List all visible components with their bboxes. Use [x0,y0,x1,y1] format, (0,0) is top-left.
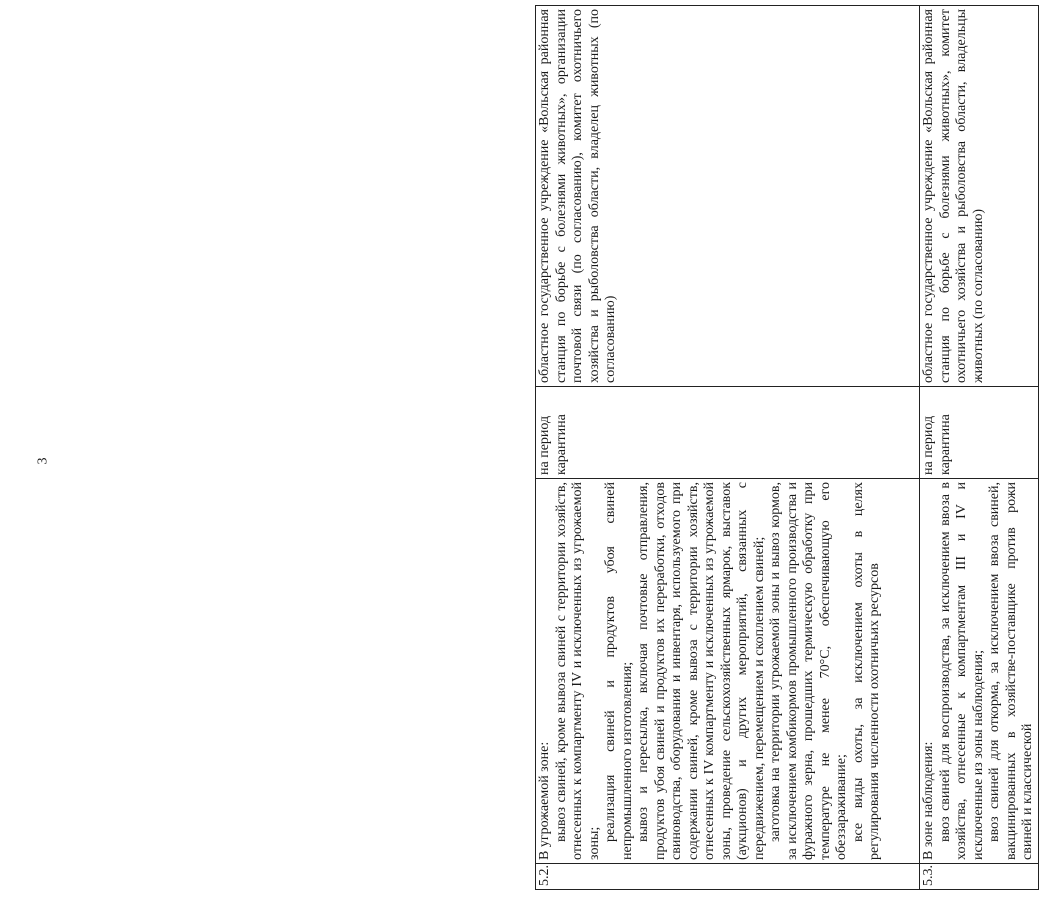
measures-table [535,5,1039,890]
responsible-cell: областное государственное учреждение «Вольская районная станция по борьбе с болезнями животных», организации почтовой связи (по согласованию), комитет охотничьего хозяйства и рыболовства области, владелец животных (по согласованию) [536,6,920,387]
row-number: 5.2. [536,864,920,890]
row-number: 5.3. [920,864,1039,890]
measure-paragraph: ввоз свиней для откорма, за исключением ввоза свиней, вакцинированных в хозяйстве-поставщике против рожи свиней и классической [987,482,1035,860]
measure-paragraph: реализация свиней и продуктов убоя свиней непромышленного изготовления; [603,482,635,860]
page-number: 3 [35,457,51,465]
measure-paragraph: заготовка на территории угрожаемой зоны и вывоз кормов, за исключением комбикормов промышленного производства и фуражного зерна, прошедших термическую обработку при температуре не менее 70°С, обеспечивающую его обеззараживание; [768,482,849,860]
measure-paragraph: все виды охоты, за исключением охоты в целях регулирования численности охотничьих ресурсов [850,482,882,860]
table-row [536,6,920,890]
rotated-page-content [535,5,1035,890]
term-cell: на период карантина [536,387,920,479]
measures-cell [920,479,1039,864]
measures-cell [536,479,920,864]
table-row [920,6,1039,890]
term-cell: на период карантина [920,387,1039,479]
measure-paragraph: вывоз и пересылка, включая почтовые отправления, продуктов убоя свиней и продуктов их переработки, отходов свиноводства, оборудования и инвентаря, используемого при содержании свиней, кроме вывоза с территории хозяйств, отнесенных к IV компартменту и исключенных из угрожаемой зоны, проведение сельскохозяйственных ярмарок, выставок (аукционов) и других мероприятий, связанных с передвижением, перемещением и скоплением свиней; [636,482,767,860]
responsible-cell: областное государственное учреждение «Вольская районная станция по борьбе с болезнями животных», комитет охотничьего хозяйства и рыболовства области, владельцы животных (по согласованию) [920,6,1039,387]
measure-paragraph: ввоз свиней для воспроизводства, за исключением ввоза в хозяйства, отнесенные к компартментам III и IV и исключенные из зоны наблюдения; [937,482,986,860]
measure-paragraph: вывоз свиней, кроме вывоза свиней с территории хозяйств, отнесенных к компартменту IV и исключенных из угрожаемой зоны; [553,482,602,860]
zone-heading: В угрожаемой зоне: [537,741,552,860]
zone-heading: В зоне наблюдения: [921,741,936,860]
